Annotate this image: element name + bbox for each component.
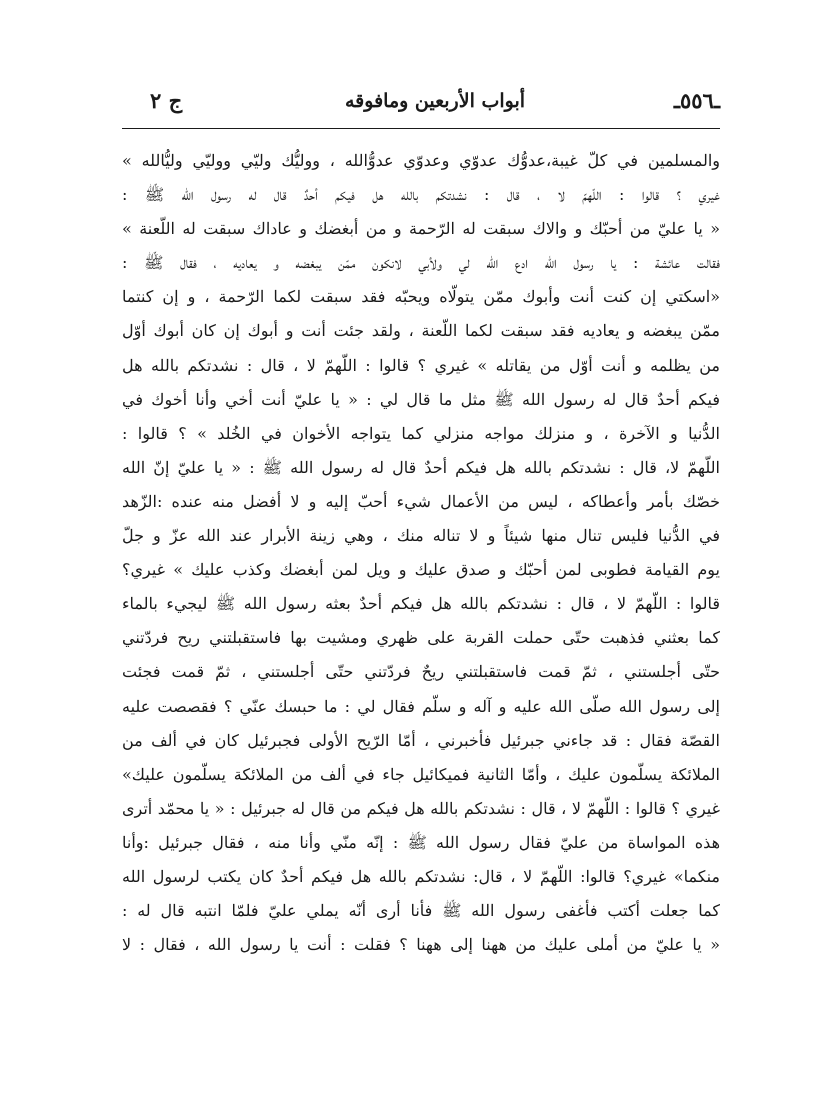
text-line: غيري ؟ قالوا : اللّهمّ لا ، قال : نشدتكم بالله هل فيكم من قال له جبرئيل : « يا محمّد أترى <box>122 798 720 818</box>
text-line: « يا عليّ من أملى عليك من ههنا إلى ههنا ؟ فقلت : أنت يا رسول الله ، فقال : لا <box>122 935 720 955</box>
text-line: يوم القيامة فطوبى لمن أحبّك و صدق عليك و ويل لمن أبغضك وكذب عليك » غيري؟ <box>122 560 720 580</box>
text-line: الملائكة يسلّمون عليك ، وأمّا الثانية فميكائيل جاء في ألف من الملائكة يسلّمون عليك» <box>122 764 720 784</box>
text-line: القصّة فقال : قد جاءني جبرئيل فأخبرني ، أمّا الرّيح الأولى فجبرئيل كان في ألف من <box>122 730 720 750</box>
text-line: الدُّنيا و الآخرة ، و منزلك مواجه منزلي كما يتواجه الأخوان في الخُلد » ؟ قالوا : <box>122 423 720 443</box>
text-line: هذه المواساة من عليّ فقال رسول الله ﷺ : إنّه منّي وأنا منه ، فقال جبرئيل :وأنا <box>122 832 720 852</box>
text-line: «اسكتي إن كنت أنت وأبوك ممّن يتولّاه ويحبّه فقد سبقت لكما الرّحمة ، و إن كنتما <box>122 287 720 307</box>
page-header <box>150 88 720 124</box>
text-line: « يا عليّ من أحبّك و والاك سبقت له الرّحمة و من أبغضك و عاداك سبقت له اللّعنة » <box>122 219 720 239</box>
text-line: فقالت عائشة : يا رسول الله ادع الله لي ولأبي لانكون ممّن يبغضه و يعاديه ، فقال ﷺ : <box>122 253 720 273</box>
text-line: خصّك بأمر وأعطاكه ، ليس من الأعمال شيء أحبّ إليه و لا أفضل منه عنده :الزّهد <box>122 491 720 511</box>
running-title: أبواب الأربعين ومافوقه <box>344 90 526 112</box>
text-line: غيري ؟ قالوا : اللّهمّ لا ، قال : نشدتكم بالله هل فيكم أحدٌ قال له رسول الله ﷺ : <box>122 185 720 205</box>
text-line: كما جعلت أكتب فأغفى رسول الله ﷺ فأنا أرى أنّه يملي عليّ فلمّا انتبه قال له : <box>122 901 720 921</box>
volume-label: ج ٢ <box>150 88 183 113</box>
body-text <box>122 144 720 962</box>
text-line: إلى رسول الله صلّى الله عليه و آله و سلّم فقال لي : ما حبسك عنّي ؟ فقصصت عليه <box>122 696 720 716</box>
text-line: والمسلمين في كلّ غيبة،عدوُّك عدوّي وعدوّي عدوُّالله ، ووليُّك وليّي ووليّي وليُّالله » <box>122 151 720 170</box>
text-line: ممّن يبغضه و يعاديه فقد سبقت لكما اللّعنة ، ولقد جئت أنت و أبوك إن كان أبوك أوّل <box>122 321 720 341</box>
text-line: في الدُّنيا فليس تنال منها شيئاً و لا تناله منك ، وهي زينة الأبرار عند الله عزّ و جلّ <box>122 526 720 546</box>
header-divider <box>122 128 720 129</box>
page-number: ـ٥٥٦ـ <box>673 88 720 113</box>
text-line: منكما» غيري؟ قالوا: اللّهمّ لا ، قال: نشدتكم بالله هل فيكم أحدٌ كان يكتب لرسول الله <box>122 866 720 886</box>
text-line: من يظلمه و أنت أوّل من يقاتله » غيري ؟ قالوا : اللّهمّ لا ، قال : نشدتكم بالله هل <box>122 355 720 375</box>
text-line: فيكم أحدٌ قال له رسول الله ﷺ مثل ما قال لي : « يا عليّ أنت أخي وأنا أخوك في <box>122 389 720 409</box>
text-line: اللّهمّ لا، قال : نشدتكم بالله هل فيكم أحدٌ قال له رسول الله ﷺ : « يا عليّ إنّ الله <box>122 457 720 477</box>
text-line: كما بعثني فذهبت حتّى حملت القربة على ظهري ومشيت بها فاستقبلتني ريح فردّتني <box>122 628 720 648</box>
text-line: حتّى أجلستني ، ثمّ قمت فاستقبلتني ريحٌ فردّتني حتّى أجلستني ، ثمّ قمت فجئت <box>122 662 720 682</box>
text-line: قالوا : اللّهمّ لا ، قال : نشدتكم بالله هل فيكم أحدٌ بعثه رسول الله ﷺ ليجيء بالماء <box>122 594 720 614</box>
